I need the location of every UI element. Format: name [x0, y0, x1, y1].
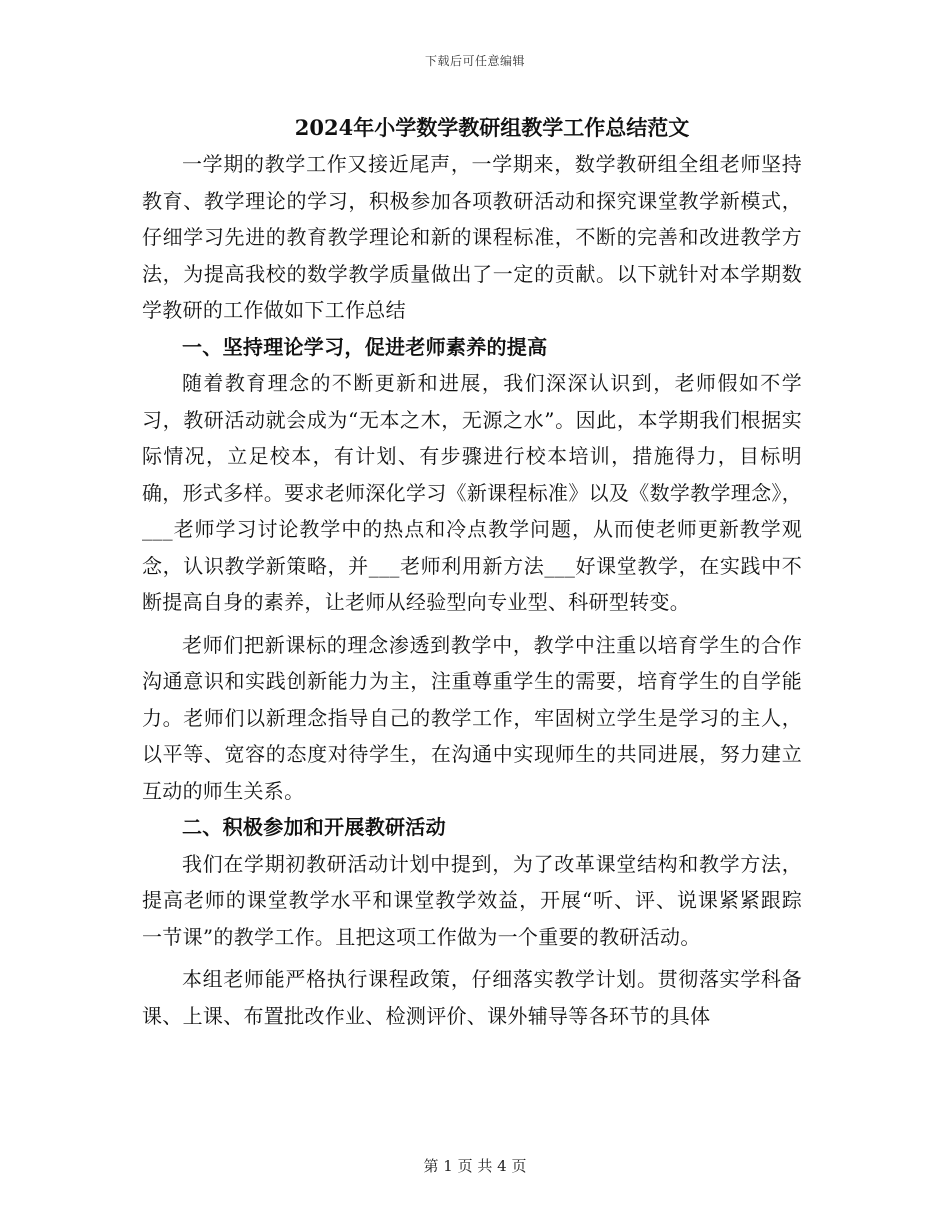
document-title: 2024年小学数学教研组教学工作总结范文: [294, 115, 690, 140]
paragraph-4: 本组老师能严格执行课程政策，仔细落实教学计划。贯彻落实学科备课、上课、布置批改作业、检测评价、课外辅导等各环节的具体: [142, 967, 802, 1028]
paragraph-1: 随着教育理念的不断更新和进展，我们深深认识到，老师假如不学习，教研活动就会成为“无本之木，无源之水”。因此，本学期我们根据实际情况，立足校本，有计划、有步骤进行校本培训，措施得力，目标明确，形式多样。要求老师深化学习《新课程标准》以及《数学教学理念》，___老师学习讨论教学中的热点和冷点教学问题，从而使老师更新教学观念，认识教学新策略，并___老师利用新方法___好课堂教学，在实践中不断提高自身的素养，让老师从经验型向专业型、科研型转变。: [142, 371, 802, 614]
document-body: [142, 110, 802, 1034]
header-note: 下载后可任意编辑: [424, 54, 525, 68]
paragraph-3: 我们在学期初教研活动计划中提到，为了改革课堂结构和教学方法，提高老师的课堂教学水平和课堂教学效益，开展“听、评、说课紧紧跟踪一节课”的教学工作。且把这项工作做为一个重要的教研活动。: [142, 851, 802, 949]
section-heading-1: 一、坚持理论学习，促进老师素养的提高: [182, 334, 548, 359]
paragraph-intro: 一学期的教学工作又接近尾声，一学期来，数学教研组全组老师坚持教育、教学理论的学习，积极参加各项教研活动和探究课堂教学新模式，仔细学习先进的教育教学理论和新的课程标准，不断的完善和改进教学方法，为提高我校的数学教学质量做出了一定的贡献。以下就针对本学期数学教研的工作做如下工作总结: [142, 152, 802, 322]
section-heading-2: 二、积极参加和开展教研活动: [182, 815, 446, 839]
page-footer: 第 1 页 共 4 页: [423, 1157, 527, 1175]
paragraph-2: 老师们把新课标的理念渗透到教学中，教学中注重以培育学生的合作沟通意识和实践创新能力为主，注重尊重学生的需要，培育学生的自学能力。老师们以新理念指导自己的教学工作，牢固树立学生是学习的主人，以平等、宽容的态度对待学生，在沟通中实现师生的共同进展，努力建立互动的师生关系。: [142, 632, 802, 803]
